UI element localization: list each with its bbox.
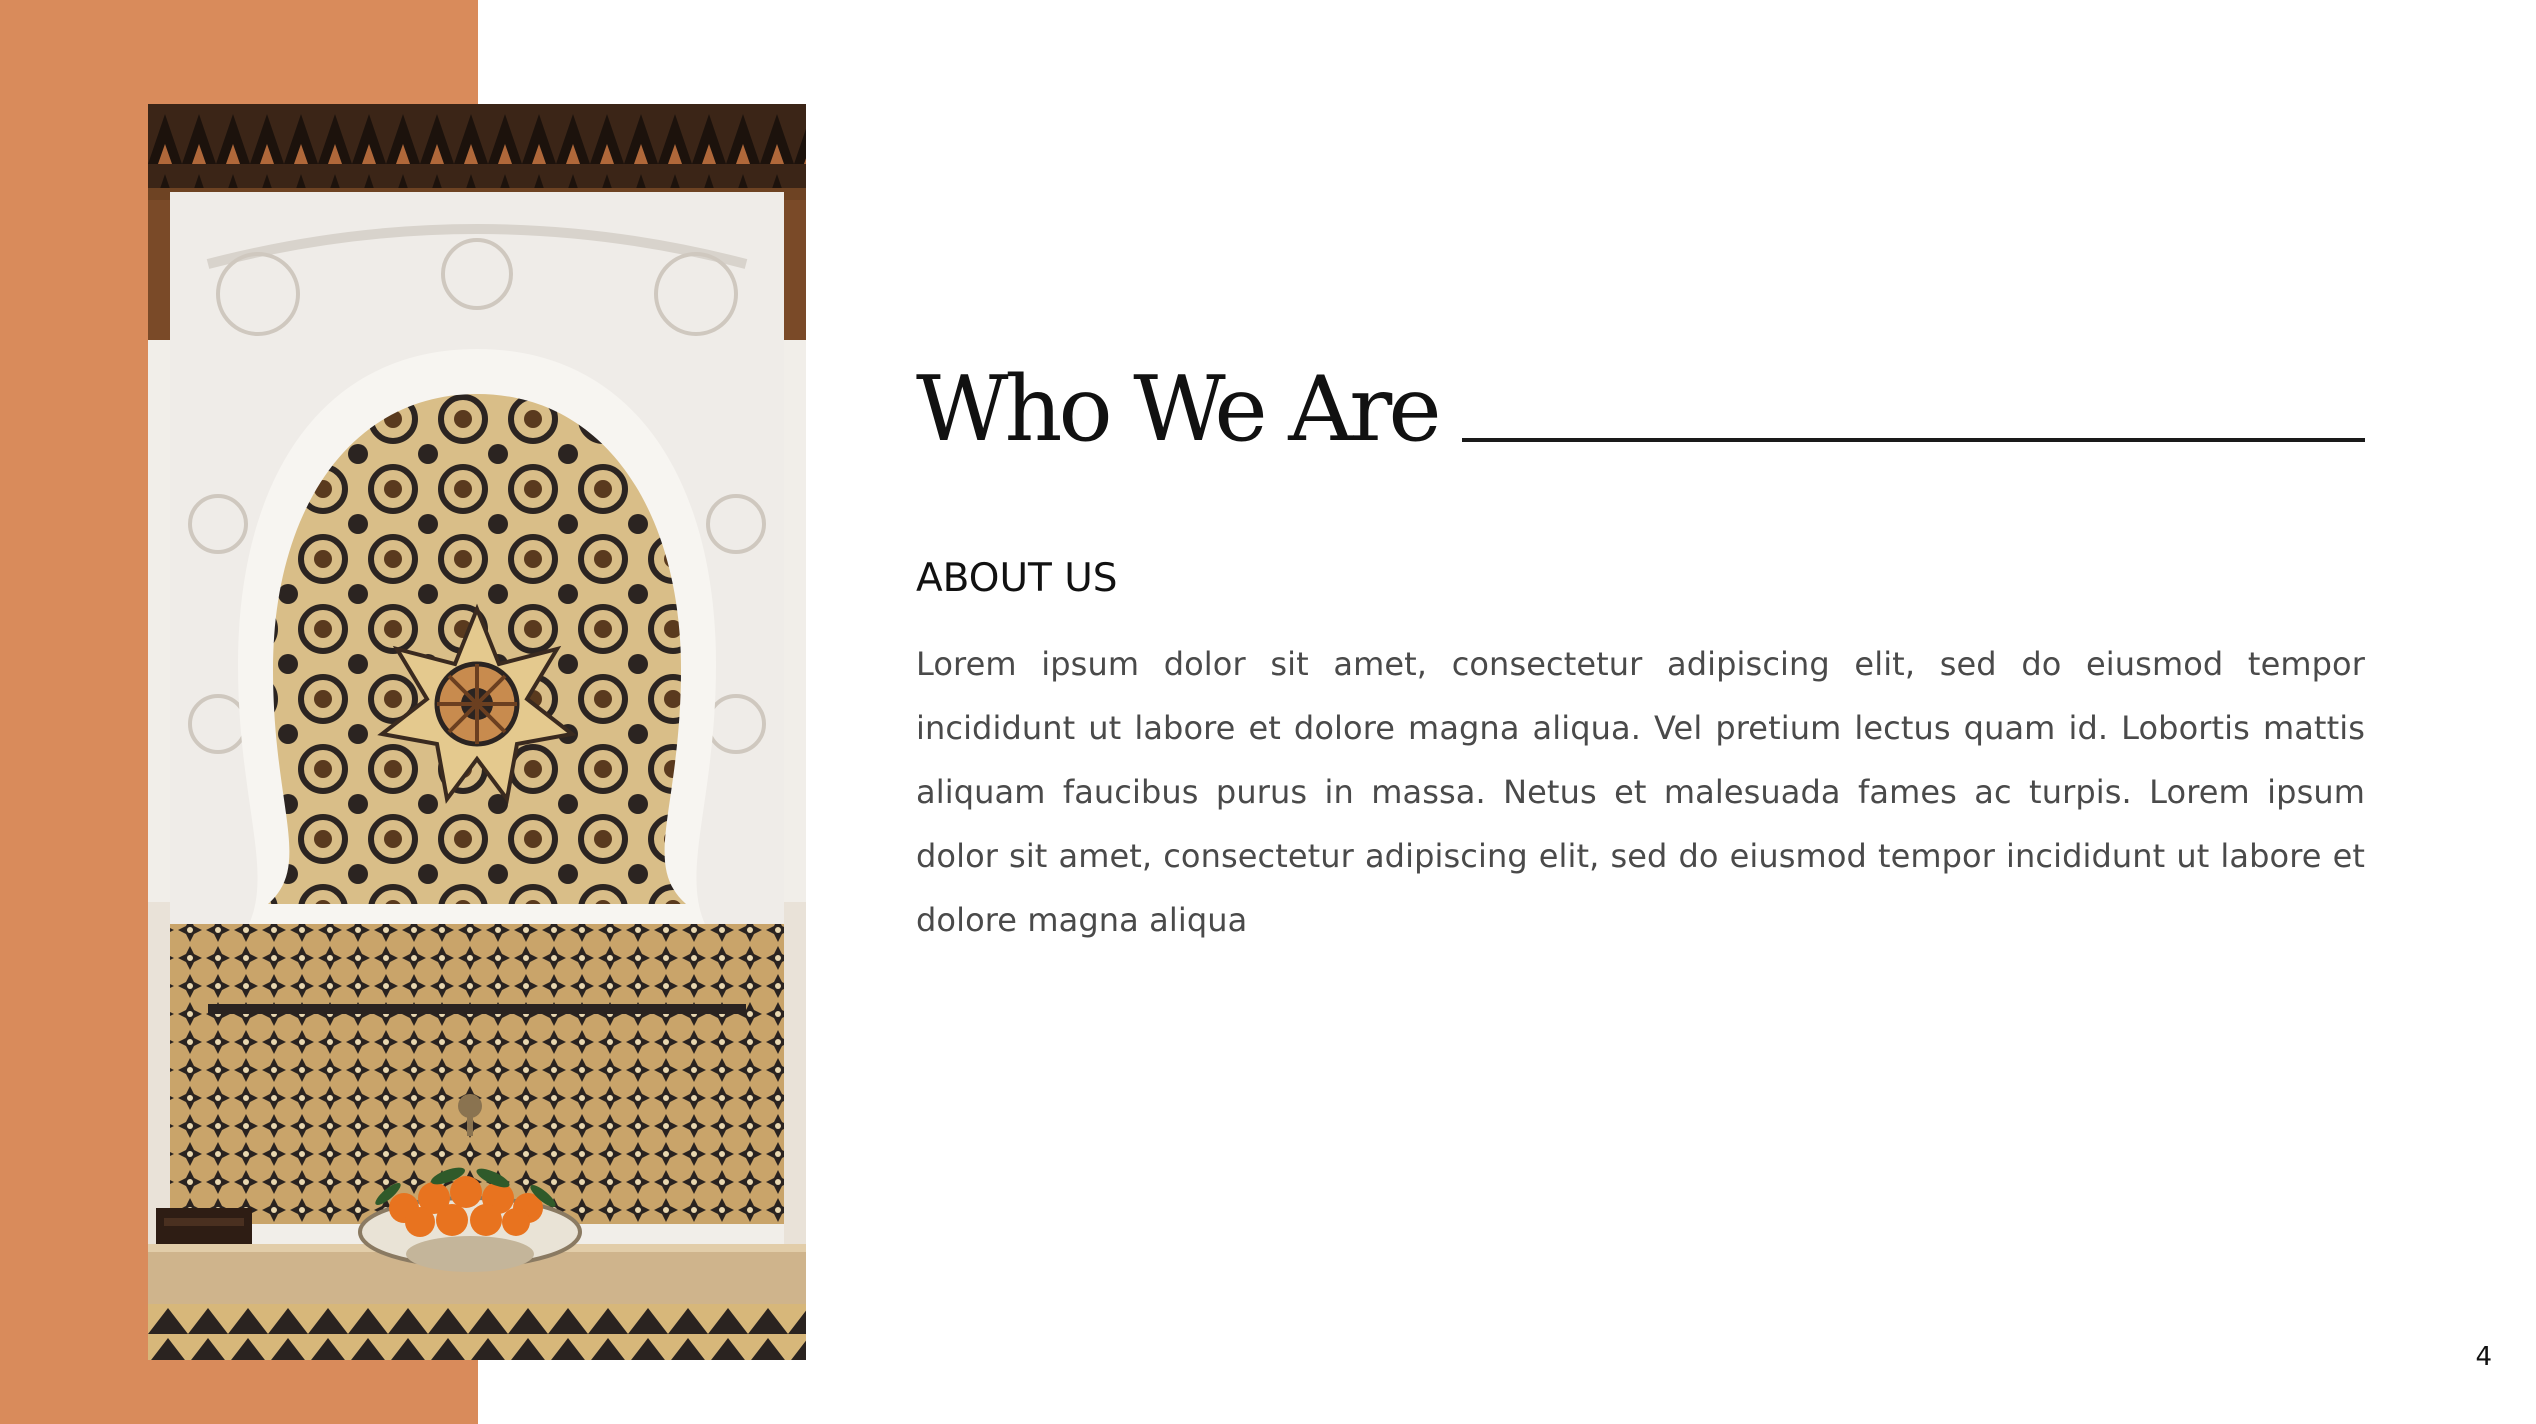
body-paragraph: Lorem ipsum dolor sit amet, consectetur adipiscing elit, sed do eiusmod tempor incididunt ut labore et dolore magna aliqua. Vel pretium lectus quam id. Lobortis mattis aliquam faucibus purus in massa. Netus et malesuada fames ac turpis. Lorem ipsum dolor sit amet, consectetur adipiscing elit, sed do eiusmod tempor incididunt ut labore et dolore magna aliqua <box>916 645 2365 939</box>
fountain-photo <box>148 104 806 1360</box>
section-subheading: ABOUT US <box>916 556 1118 601</box>
fountain-image-icon <box>148 104 806 1360</box>
title-divider-line <box>1462 438 2365 442</box>
page-number: 4 <box>2475 1342 2492 1372</box>
slide-title: Who We Are <box>916 357 1438 462</box>
